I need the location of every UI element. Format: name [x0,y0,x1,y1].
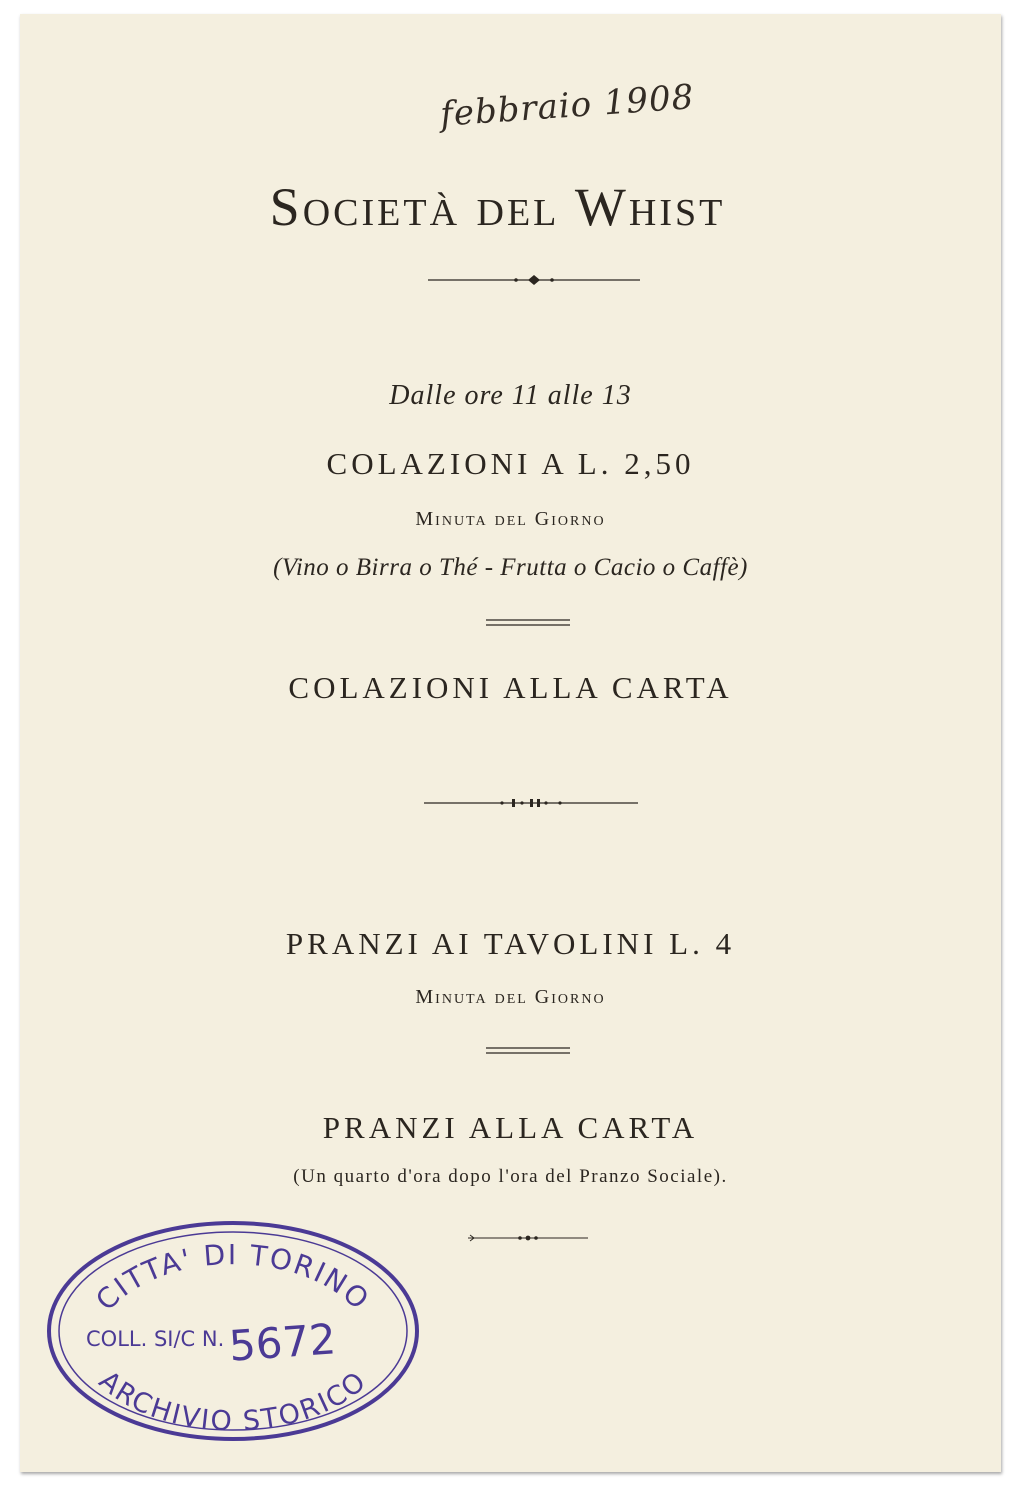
dinner-fixed-heading: PRANZI AI TAVOLINI L. 4 [285,926,736,961]
small-ornament-divider [468,1232,588,1244]
stamp-middle-text: COLL. SI/C N. [86,1327,225,1351]
handwritten-date: febbraio 1908 [438,77,696,135]
page-title: Società del Whist [269,177,726,237]
stamp-bottom-text: ARCHIVIO STORICO [92,1365,374,1438]
dinner-carta-heading: PRANZI ALLA CARTA [322,1110,699,1145]
double-rule-divider [486,618,570,628]
stamp-top-text: CITTA' DI TORINO [89,1237,377,1318]
lunch-fixed-heading: COLAZIONI A L. 2,50 [326,446,695,481]
dinner-carta-note: (Un quarto d'ora dopo l'ora del Pranzo Sociale). [293,1166,728,1187]
dinner-fixed-subtitle: Minuta del Giorno [415,986,606,1008]
scroll-ornament-divider [424,796,638,810]
svg-text:ARCHIVIO STORICO [93,1365,373,1437]
lunch-carta-heading: COLAZIONI ALLA CARTA [288,670,733,705]
lunch-hours: Dalle ore 11 alle 13 [389,380,632,411]
stamp-handwritten-number: 5672 [227,1314,338,1371]
diamond-ornament-divider [428,272,640,288]
lunch-fixed-subtitle: Minuta del Giorno [415,508,606,530]
double-rule-divider [486,1046,570,1056]
lunch-fixed-note: (Vino o Birra o Thé - Frutta o Cacio o Caffè) [273,554,748,581]
